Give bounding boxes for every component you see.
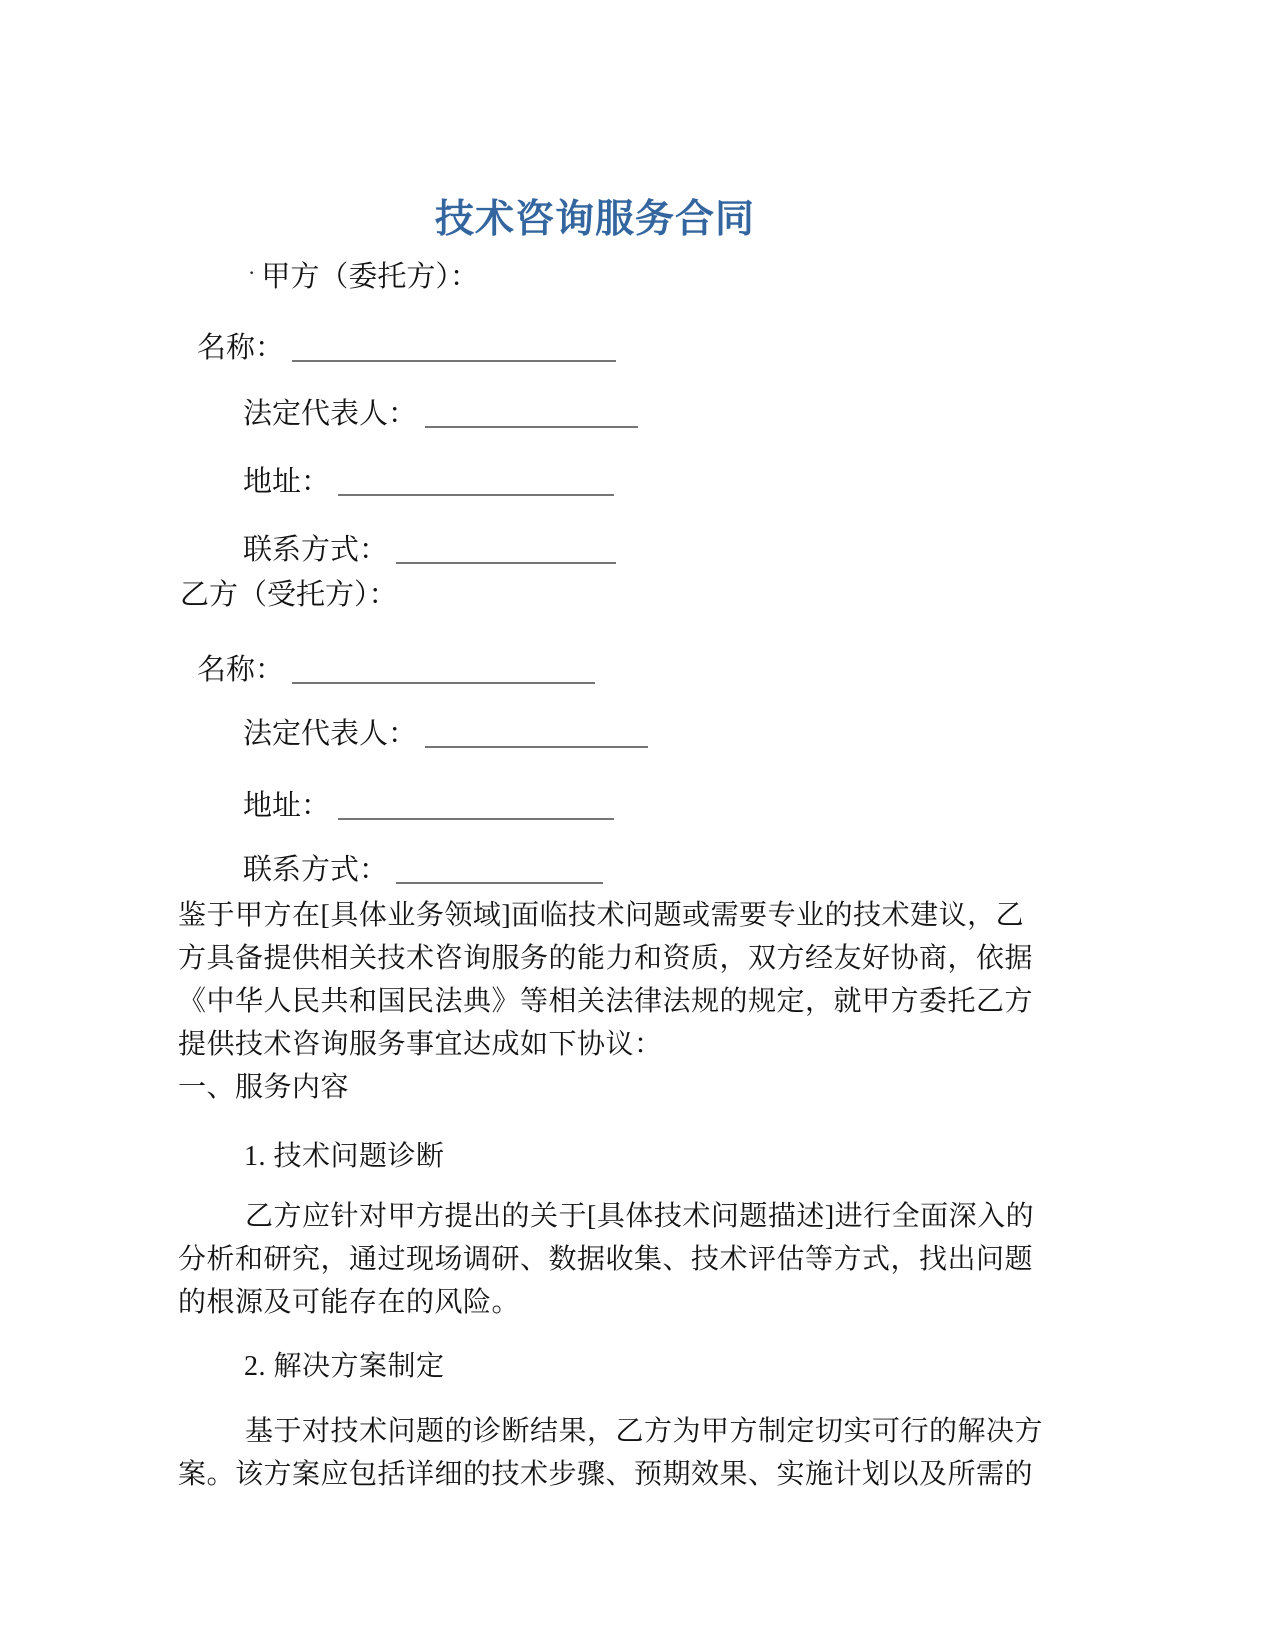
blank-line-name — [292, 331, 616, 362]
party-b-name-row — [178, 648, 1012, 688]
text-line: 提供技术咨询服务事宜达成如下协议： — [178, 1029, 663, 1060]
blank-line-name — [292, 653, 595, 684]
party-b-address-row — [178, 784, 1012, 824]
text-line: 《中华人民共和国民法典》等相关法律法规的规定，就甲方委托乙方 — [178, 986, 1034, 1017]
field-label-contact: 联系方式： — [243, 534, 389, 566]
text-line: 案。该方案应包括详细的技术步骤、预期效果、实施计划以及所需的 — [178, 1459, 1034, 1490]
field-label-address: 地址： — [243, 466, 331, 498]
blank-line-legal-rep — [425, 397, 638, 428]
clause-1-paragraph — [178, 1195, 1035, 1324]
document-title: 技术咨询服务合同 — [434, 198, 755, 241]
blank-line-address — [338, 465, 614, 496]
clause-1-heading: 1. 技术问题诊断 — [244, 1141, 445, 1172]
clause-2-heading: 2. 解决方案制定 — [244, 1351, 445, 1382]
blank-line-contact — [396, 853, 603, 884]
party-a-heading-label: 甲方（委托方）： — [261, 261, 479, 293]
section-1-heading: 一、服务内容 — [178, 1072, 350, 1103]
text-line: 的根源及可能存在的风险。 — [178, 1287, 521, 1318]
field-label-name: 名称： — [197, 654, 285, 686]
stray-bullet: · — [248, 260, 256, 285]
party-a-name-row — [178, 326, 1012, 366]
text-line: 方具备提供相关技术咨询服务的能力和资质，双方经友好协商，依据 — [178, 943, 1034, 974]
party-a-address-row — [178, 460, 1012, 500]
text-line: 基于对技术问题的诊断结果，乙方为甲方制定切实可行的解决方 — [245, 1416, 1044, 1447]
field-label-contact: 联系方式： — [243, 854, 389, 886]
party-b-heading-label: 乙方（受托方）： — [180, 579, 398, 611]
blank-line-address — [338, 789, 614, 820]
document-content — [0, 196, 1275, 1496]
clause-2-paragraph — [178, 1410, 1044, 1496]
party-a-contact-row — [178, 528, 1012, 568]
text-line: 分析和研究，通过现场调研、数据收集、技术评估等方式，找出问题 — [178, 1244, 1034, 1275]
party-b-heading — [178, 578, 1012, 612]
party-b-legal-rep-row — [178, 712, 1012, 752]
field-label-legal-rep: 法定代表人： — [243, 398, 418, 430]
blank-line-contact — [396, 533, 616, 564]
text-line: 鉴于甲方在[具体业务领域]面临技术问题或需要专业的技术建议，乙 — [178, 900, 1025, 931]
party-a-heading — [178, 256, 1012, 294]
party-a-legal-rep-row — [178, 392, 1012, 432]
field-label-name: 名称： — [197, 332, 285, 364]
field-label-address: 地址： — [243, 790, 331, 822]
blank-line-legal-rep — [425, 717, 648, 748]
field-label-legal-rep: 法定代表人： — [243, 718, 418, 750]
text-line: 乙方应针对甲方提出的关于[具体技术问题描述]进行全面深入的 — [245, 1201, 1035, 1232]
party-b-contact-row — [178, 848, 1012, 888]
preamble-paragraph — [178, 894, 1034, 1066]
